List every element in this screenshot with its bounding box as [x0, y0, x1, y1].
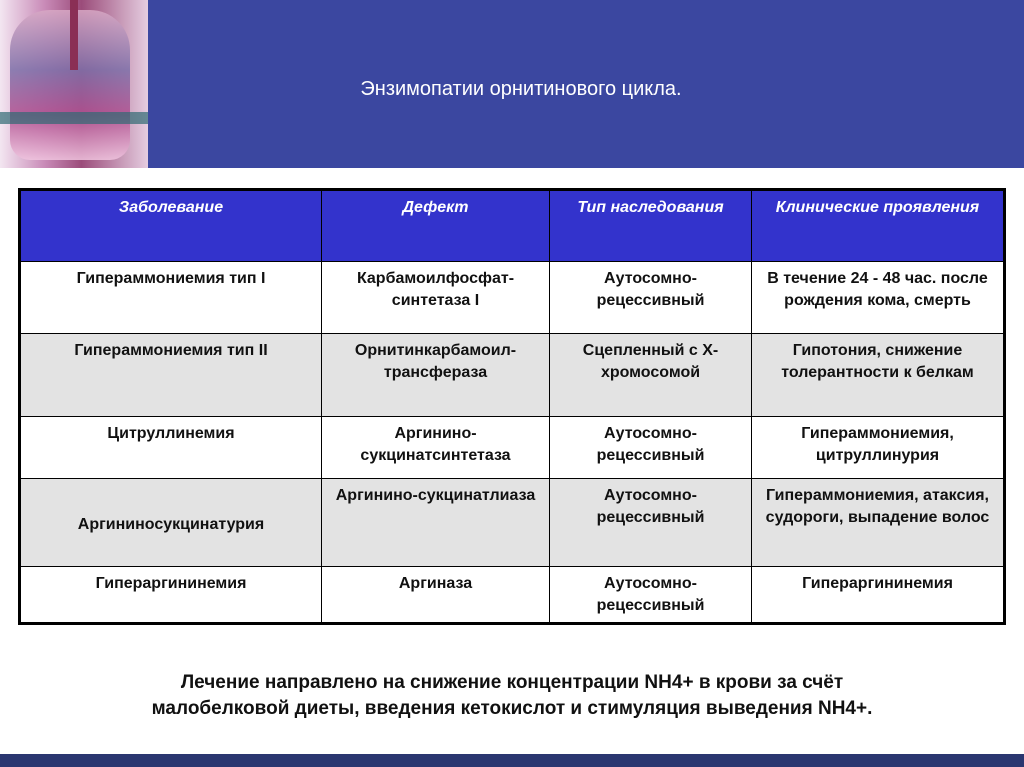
table-cell: Цитруллинемия [20, 417, 322, 479]
table-cell: В течение 24 - 48 час. после рождения кома, смерть [752, 262, 1005, 334]
table-cell: Аутосомно-рецессивный [550, 479, 752, 567]
column-header: Тип наследования [550, 190, 752, 262]
table-row [20, 262, 1005, 334]
enzymopathy-table [18, 188, 1006, 625]
bottom-bar [0, 754, 1024, 767]
slide-title-text: Энзимопатии орнитинового цикла. [360, 78, 682, 100]
table-cell: Аргинино-сукцинатсинтетаза [322, 417, 550, 479]
table-cell: Аргининосукцинатурия [20, 479, 322, 567]
treatment-note-line: малобелковой диеты, введения кетокислот и стимуляция выведения NH4+. [151, 698, 873, 719]
table-cell: Аутосомно-рецессивный [550, 567, 752, 624]
table-cell: Гипераммониемия, атаксия, судороги, выпадение волос [752, 479, 1005, 567]
column-header: Клинические проявления [752, 190, 1005, 262]
table-cell: Гипераммониемия тип II [20, 334, 322, 417]
table-cell: Гипераргининемия [20, 567, 322, 624]
table-cell: Аутосомно-рецессивный [550, 262, 752, 334]
table-cell: Аргинино-сукцинатлиаза [322, 479, 550, 567]
slide-title [148, 78, 1024, 101]
table-cell: Гипераммониемия, цитруллинурия [752, 417, 1005, 479]
treatment-note [0, 670, 1024, 722]
flask-image [0, 0, 148, 168]
table-cell: Гипераммониемия тип I [20, 262, 322, 334]
column-header: Дефект [322, 190, 550, 262]
column-header: Заболевание [20, 190, 322, 262]
table-cell: Сцепленный с Х-хромосомой [550, 334, 752, 417]
table-row [20, 334, 1005, 417]
table-cell: Карбамоилфосфат-синтетаза I [322, 262, 550, 334]
table-cell: Гипотония, снижение толерантности к белкам [752, 334, 1005, 417]
treatment-note-line: Лечение направлено на снижение концентрации NH4+ в крови за счёт [180, 672, 844, 693]
table-cell: Аутосомно-рецессивный [550, 417, 752, 479]
table-cell: Гипераргининемия [752, 567, 1005, 624]
table-row [20, 479, 1005, 567]
table-cell: Аргиназа [322, 567, 550, 624]
table-row [20, 567, 1005, 624]
table-cell: Орнитинкарбамоил-трансфераза [322, 334, 550, 417]
table-row [20, 417, 1005, 479]
table-header-row [20, 190, 1005, 262]
